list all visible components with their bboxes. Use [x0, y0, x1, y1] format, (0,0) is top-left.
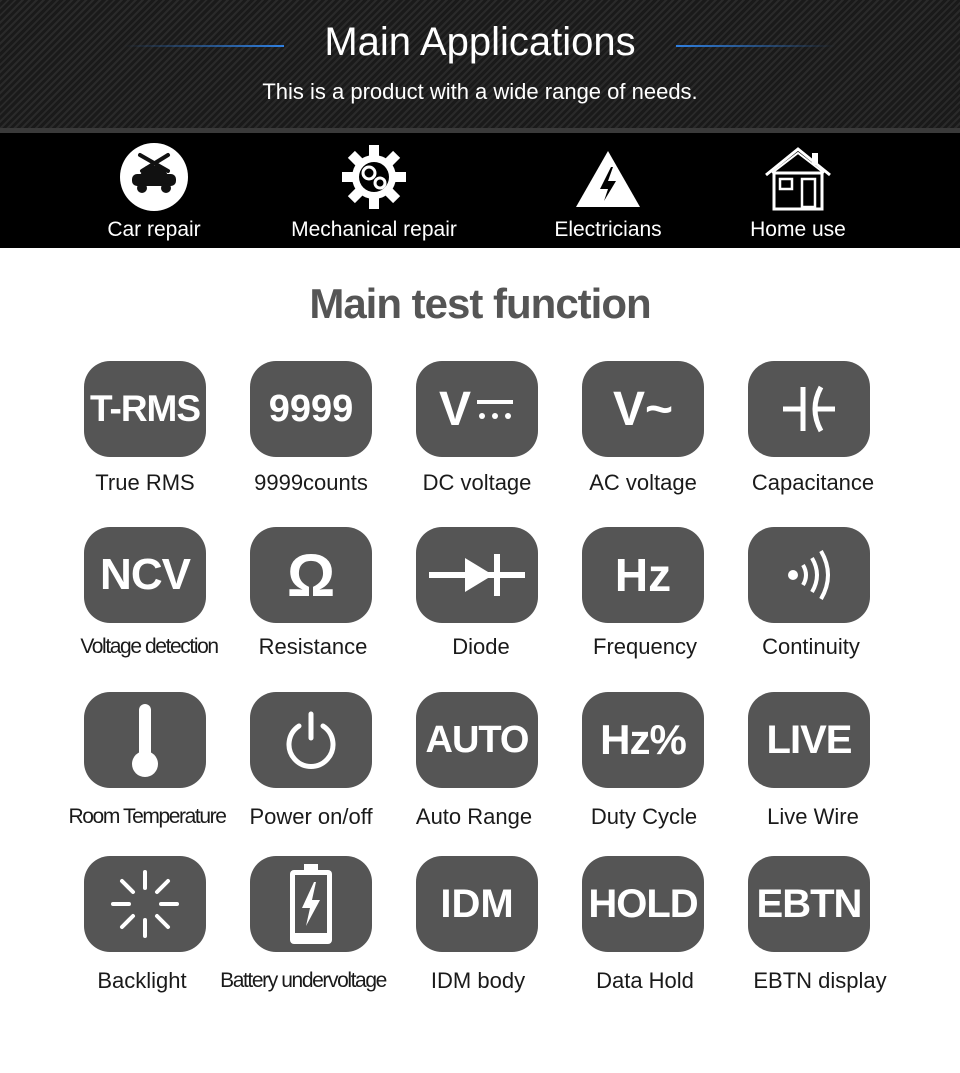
tile-text: NCV — [100, 550, 190, 599]
caption-ac-voltage: AC voltage — [589, 470, 697, 495]
caption-voltage-detection: Voltage detection — [80, 635, 218, 658]
caption-duty-cycle: Duty Cycle — [590, 804, 698, 829]
caption-frequency: Frequency — [593, 634, 697, 659]
diode-icon — [427, 550, 527, 600]
tile-continuity — [748, 527, 870, 623]
application-mechanical-repair — [264, 133, 484, 248]
tile-dc-voltage — [416, 361, 538, 457]
caption-data-hold: Data Hold — [596, 968, 694, 993]
caption-diode: Diode — [452, 634, 510, 659]
car-repair-icon — [118, 141, 190, 213]
tile-resistance — [250, 527, 372, 623]
section-title: Main test function — [309, 280, 651, 327]
header-title: Main Applications — [324, 20, 636, 64]
header-banner — [0, 0, 960, 128]
header-subtitle: This is a product with a wide range of needs. — [262, 79, 698, 104]
tile-text: V — [438, 382, 471, 436]
tile-battery-undervoltage — [250, 856, 372, 952]
thermometer-icon — [125, 698, 165, 782]
applications-strip — [0, 133, 960, 248]
tile-power — [250, 692, 372, 788]
tile-text: HOLD — [588, 881, 698, 926]
high-voltage-icon — [572, 141, 644, 213]
tile-auto-range — [416, 692, 538, 788]
capacitor-icon — [779, 379, 839, 439]
header-rule-right — [676, 45, 836, 47]
tile-data-hold — [582, 856, 704, 952]
tile-ncv — [84, 527, 206, 623]
caption-backlight: Backlight — [97, 968, 187, 993]
tile-text: T-RMS — [89, 388, 201, 429]
caption-resistance: Resistance — [258, 634, 368, 659]
continuity-icon — [779, 545, 839, 605]
dc-symbol-icon — [475, 394, 515, 424]
tile-text: LIVE — [766, 717, 852, 762]
tile-diode — [416, 527, 538, 623]
caption-idm-body: IDM body — [430, 968, 526, 993]
power-icon — [279, 708, 343, 772]
caption-9999counts: 9999counts — [254, 470, 368, 495]
caption-capacitance: Capacitance — [751, 470, 875, 495]
caption-auto-range: Auto Range — [415, 804, 533, 829]
application-label: Electricians — [554, 218, 662, 241]
tile-text: Hz% — [600, 716, 686, 763]
caption-room-temperature: Room Temperature — [68, 805, 226, 828]
tile-ebtn-display — [748, 856, 870, 952]
tile-idm-body — [416, 856, 538, 952]
application-label: Mechanical repair — [291, 218, 457, 241]
tile-text: AUTO — [425, 718, 529, 761]
tile-ac-voltage — [582, 361, 704, 457]
tile-text: 9999 — [268, 387, 354, 430]
tile-text: Ω — [286, 541, 336, 609]
caption-continuity: Continuity — [762, 634, 860, 659]
tile-room-temperature — [84, 692, 206, 788]
application-home-use — [688, 133, 908, 248]
caption-power: Power on/off — [249, 804, 373, 829]
battery-icon — [286, 862, 336, 946]
tile-true-rms — [84, 361, 206, 457]
tile-live-wire — [748, 692, 870, 788]
tile-capacitance — [748, 361, 870, 457]
house-icon — [762, 141, 834, 213]
caption-dc-voltage: DC voltage — [422, 470, 532, 495]
tile-frequency — [582, 527, 704, 623]
gears-icon — [338, 141, 410, 213]
application-label: Home use — [750, 218, 846, 241]
tile-text: IDM — [440, 881, 514, 926]
caption-live-wire: Live Wire — [767, 804, 859, 829]
caption-ebtn-display: EBTN display — [753, 968, 887, 993]
tile-duty-cycle — [582, 692, 704, 788]
tile-9999counts — [250, 361, 372, 457]
caption-true-rms: True RMS — [95, 470, 195, 495]
backlight-icon — [107, 866, 183, 942]
caption-battery-undervoltage: Battery undervoltage — [220, 969, 386, 992]
tile-text: Hz — [614, 549, 672, 601]
tile-text: V~ — [612, 382, 674, 436]
tile-text: EBTN — [756, 881, 862, 926]
tile-backlight — [84, 856, 206, 952]
application-car-repair — [44, 133, 264, 248]
application-electricians — [498, 133, 718, 248]
application-label: Car repair — [107, 218, 201, 241]
